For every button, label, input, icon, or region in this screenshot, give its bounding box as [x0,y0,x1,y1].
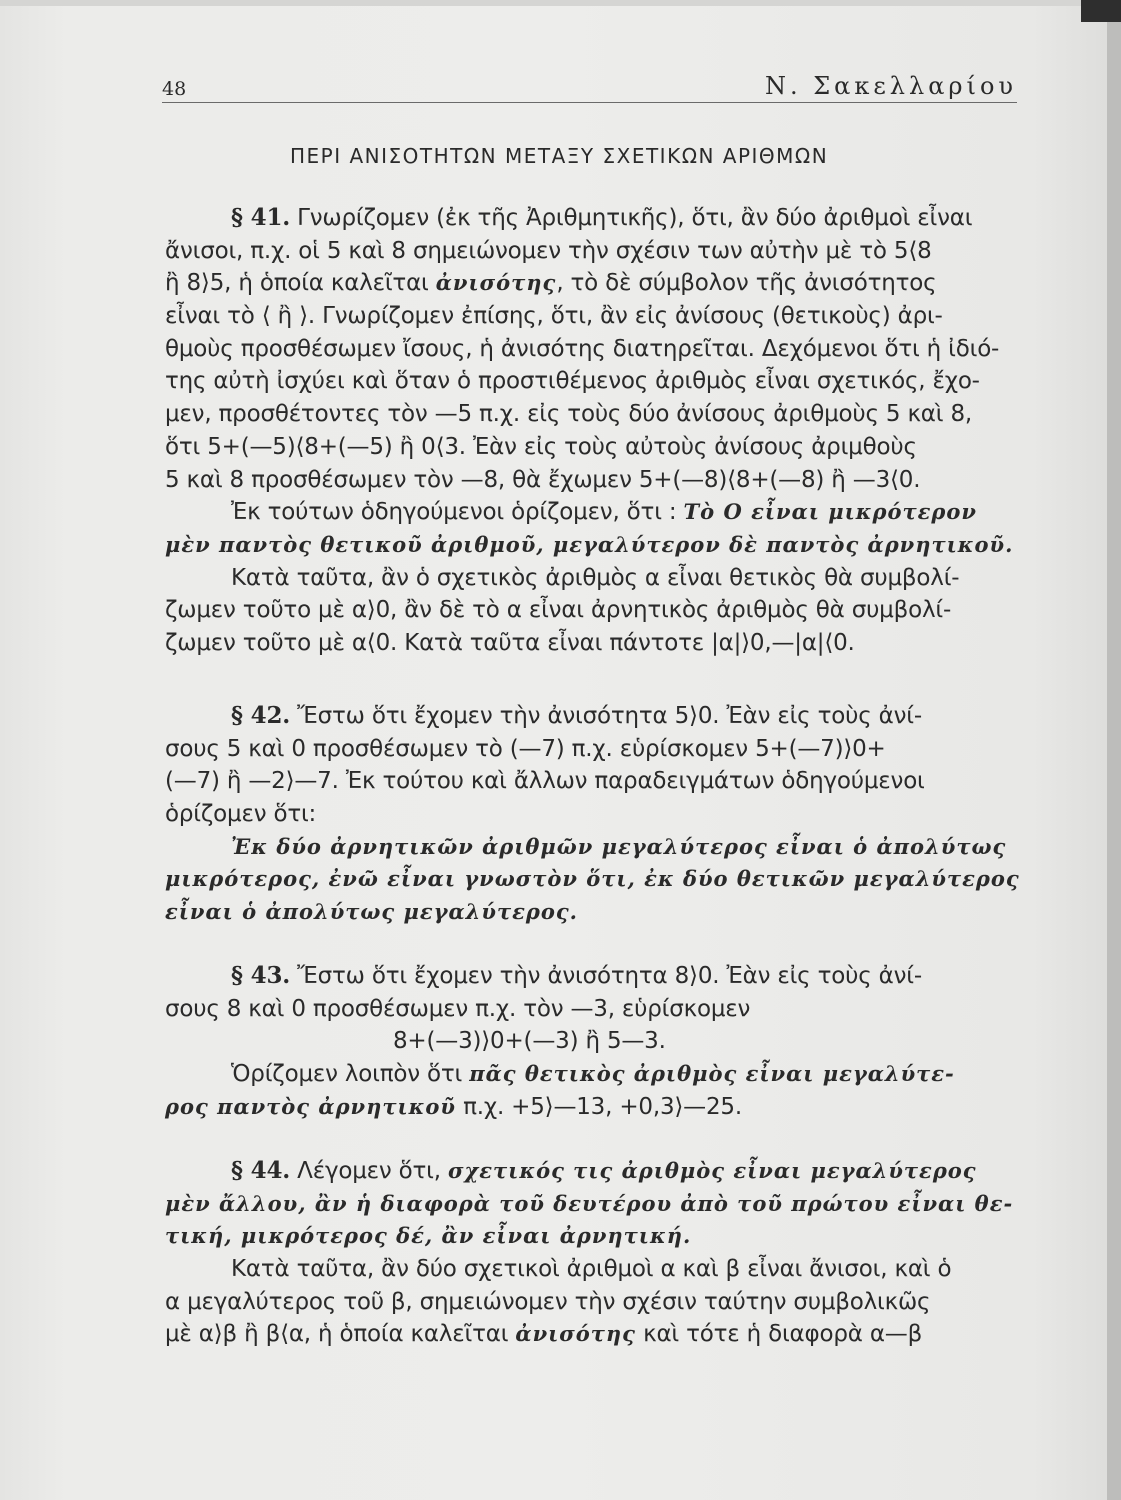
section-number: § 44. [231,1157,291,1184]
emphasis-term: ἀνισότης [515,1321,636,1347]
text-line: ἄνισοι, π.χ. οἱ 5 καὶ 8 σημειώνομεν τὴν σχέσιν των αὐτὴν μὲ τὸ 5⟨8 [165,237,932,264]
text-line: α μεγαλύτερος τοῦ β, σημειώνομεν τὴν σχέσιν ταύτην συμβολικῶς [165,1288,931,1315]
text-line: ὅτι 5+(—5)⟨8+(—5) ἢ 0⟨3. Ἐὰν εἰς τοὺς αὐτοὺς ἀνίσους ἀριμθοὺς [165,433,917,460]
text-line [165,1058,1025,1091]
section-number: § 41. [231,204,291,231]
text-line: εἶναι τὸ ⟨ ἢ ⟩. Γνωρίζομεν ἐπίσης, ὅτι, ἂν εἰς ἀνίσους (θετικοὺς) ἀρι- [165,303,943,330]
text-run: καὶ τότε ἡ διαφορὰ α—β [635,1321,923,1348]
paragraph-41 [165,202,1025,660]
emphasis-term: ἀνισότης [435,270,557,296]
text-line: (—7) ἢ —2⟩—7. Ἐκ τούτου καὶ ἄλλων παραδειγμάτων ὁδηγούμενοι [165,768,925,795]
text-line: θμοὺς προσθέσωμεν ἴσους, ἡ ἀνισότης διατηρεῖται. Δεχόμενοι ὅτι ἡ ἰδιό- [165,335,1000,362]
section-title: ΠΕΡΙ ΑΝΙΣΟΤΗΤΩΝ ΜΕΤΑΞΥ ΣΧΕΤΙΚΩΝ ΑΡΙΘΜΩΝ [290,144,829,168]
emphasis-rule: Ἐκ δύο ἀρνητικῶν ἀριθμῶν μεγαλύτερος εἶναι ὁ ἀπολύτως [231,833,1007,859]
emphasis-rule: μικρότερος, ἐνῶ εἶναι γνωστὸν ὅτι, ἐκ δύο θετικῶν μεγαλύτερος [165,866,1020,892]
text-line [165,1318,1025,1351]
text-line [165,202,1025,235]
emphasis-definition: ρος παντὸς ἀρνητικοῦ [165,1093,456,1119]
text-line: σους 8 καὶ 0 προσθέσωμεν π.χ. τὸν —3, εὑρίσκομεν [165,995,751,1022]
text-line: ὁρίζομεν ὅτι: [165,801,317,828]
paragraph-43 [165,960,1025,1123]
header-rule [162,102,1017,103]
text-line [165,960,1025,993]
page-top-edge [0,0,1121,6]
running-header [162,72,1017,106]
text-line [165,496,1025,529]
text-line: ζωμεν τοῦτο μὲ α⟨0. Κατὰ ταῦτα εἶναι πάντοτε |α|⟩0,—|α|⟨0. [165,629,855,656]
text-line [165,1155,1025,1188]
text-line: Κατὰ ταῦτα, ἂν δύο σχετικοὶ ἀριθμοὶ α καὶ β εἶναι ἄνισοι, καὶ ὁ [231,1256,952,1283]
text-run: Γνωρίζομεν (ἐκ τῆς Ἀριθμητικῆς), ὅτι, ἂν δύο ἀριθμοὶ εἶναι [290,205,973,231]
text-line: ζωμεν τοῦτο μὲ α⟩0, ἂν δὲ τὸ α εἶναι ἀρνητικὸς ἀριθμὸς θὰ συμβολί- [165,597,952,624]
section-number: § 43. [231,962,291,989]
scan-corner-shadow [1081,0,1121,22]
text-run: , τὸ δὲ σύμβολον τῆς ἀνισότητος [556,270,937,297]
text-run: Ἔστω ὅτι ἔχομεν τὴν ἀνισότητα 8⟩0. Ἐὰν εἰς τοὺς ἀνί- [290,963,922,989]
text-run: π.χ. +5⟩—13, +0,3⟩—25. [455,1093,742,1120]
text-line [165,1091,1025,1124]
emphasis-definition: Τὸ Ο εἶναι μικρότερον [683,499,977,525]
page-right-edge [1107,0,1121,1500]
text-run: Ἔστω ὅτι ἔχομεν τὴν ἀνισότητα 5⟩0. Ἐὰν εἰς τοὺς ἀνί- [290,703,922,729]
text-line: Κατὰ ταῦτα, ἂν ὁ σχετικὸς ἀριθμὸς α εἶναι θετικὸς θὰ συμβολί- [231,564,960,591]
emphasis-definition: μὲν ἄλλου, ἂν ἡ διαφορὰ τοῦ δευτέρου ἀπὸ τοῦ πρώτου εἶναι θε- [165,1190,1014,1216]
text-run: μὲ α⟩β ἢ β⟨α, ἡ ὁποία καλεῖται [165,1321,516,1348]
text-run: Ὁρίζομεν λοιπὸν ὅτι [231,1061,470,1088]
text-run: Ἐκ τούτων ὁδηγούμενοι ὁρίζομεν, ὅτι : [231,499,684,526]
page-number: 48 [162,78,187,100]
text-line: σους 5 καὶ 0 προσθέσωμεν τὸ (—7) π.χ. εὑρίσκομεν 5+(—7)⟩0+ [165,735,886,762]
emphasis-rule: εἶναι ὁ ἀπολύτως μεγαλύτερος. [165,899,578,925]
text-run: Λέγομεν ὅτι, [290,1158,448,1184]
emphasis-definition: σχετικός τις ἀριθμὸς εἶναι μεγαλύτερος [447,1158,977,1183]
running-head-author: Ν. Σακελλαρίου [764,72,1017,100]
emphasis-definition: πᾶς θετικὸς ἀριθμὸς εἶναι μεγαλύτε- [469,1061,955,1087]
formula-line: 8+(—3)⟩0+(—3) ἢ 5—3. [393,1028,666,1055]
text-run: ἢ 8⟩5, ἡ ὁποία καλεῖται [165,270,436,297]
paragraph-44 [165,1155,1025,1351]
text-line: μεν, προσθέτοντες τὸν —5 π.χ. εἰς τοὺς δύο ἀνίσους ἀριθμοὺς 5 καὶ 8, [165,401,972,428]
text-line [165,267,1025,300]
paragraph-42 [165,700,1025,929]
emphasis-definition: μὲν παντὸς θετικοῦ ἀριθμοῦ, μεγαλύτερον δὲ παντὸς ἀρνητικοῦ. [165,531,1014,557]
section-number: § 42. [231,702,291,729]
text-line [165,700,1025,733]
text-line: 5 καὶ 8 προσθέσωμεν τὸν —8, θὰ ἔχωμεν 5+(—8)⟨8+(—8) ἢ —3⟨0. [165,466,921,493]
emphasis-definition: τική, μικρότερος δέ, ἂν εἶναι ἀρνητική. [165,1223,692,1249]
text-line: της αὐτὴ ἰσχύει καὶ ὅταν ὁ προστιθέμενος ἀριθμὸς εἶναι σχετικός, ἔχο- [165,368,980,395]
